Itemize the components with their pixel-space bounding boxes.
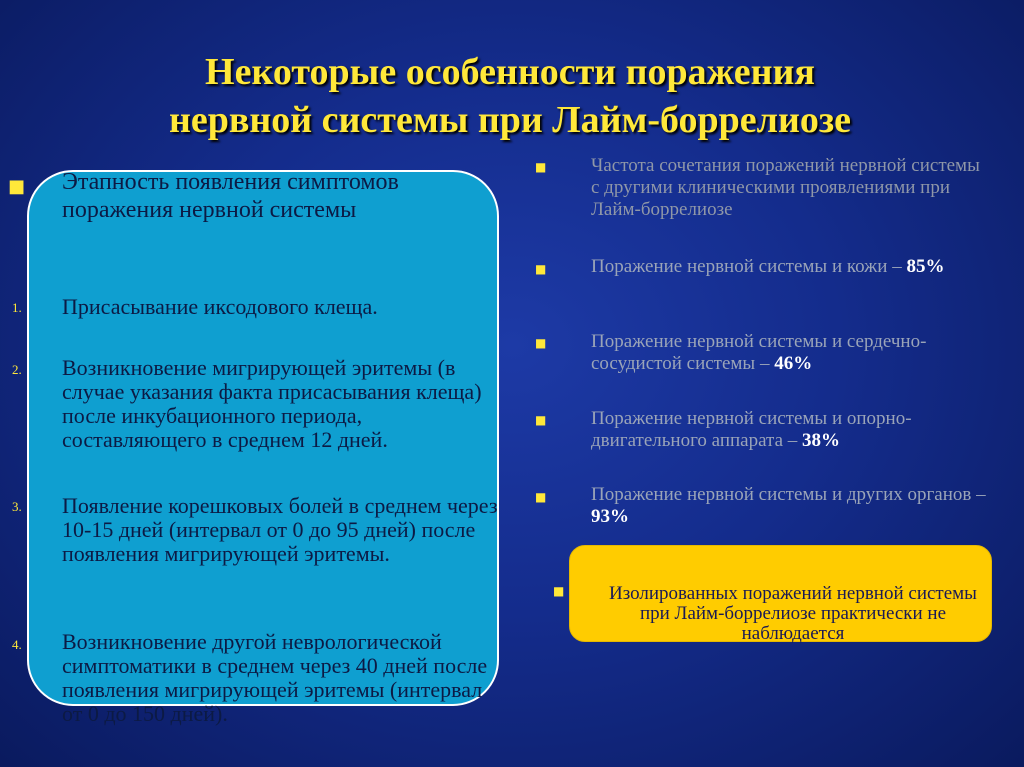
combination-item: [591, 256, 991, 278]
combination-label: Поражение нервной системы и опорно-двигательного аппарата –: [591, 408, 912, 451]
square-bullet-icon: ■: [8, 176, 26, 197]
combination-value: 93%: [591, 506, 629, 527]
list-number: 4.: [12, 637, 22, 652]
square-bullet-icon: ■: [553, 584, 565, 598]
combination-label: Поражение нервной системы и других органов –: [591, 484, 986, 505]
square-bullet-icon: ■: [535, 160, 547, 174]
combination-item: [591, 484, 991, 528]
slide-title-line-1: Некоторые особенности поражения: [205, 51, 815, 93]
square-bullet-icon: ■: [535, 490, 547, 504]
combination-label: Поражение нервной системы и сердечно-сосудистой системы –: [591, 331, 927, 374]
list-number: 1.: [12, 300, 22, 315]
isolated-lesions-note: Изолированных поражений нервной системы при Лайм-боррелиозе практически не наблюдается: [609, 583, 977, 644]
square-bullet-icon: ■: [535, 262, 547, 276]
combination-value: 38%: [802, 430, 841, 451]
slide-title-line-2: нервной системы при Лайм-боррелиозе: [168, 99, 852, 141]
stages-heading: Этапность появления симптомов поражения нервной системы: [62, 169, 399, 223]
square-bullet-icon: ■: [535, 413, 547, 427]
combination-value: 85%: [906, 256, 945, 277]
list-number: 2.: [12, 362, 22, 377]
list-number: 3.: [12, 499, 22, 514]
frequency-intro: Частота сочетания поражений нервной системы с другими клиническими проявлениями при Лайм-боррелиозе: [591, 155, 980, 220]
square-bullet-icon: ■: [535, 336, 547, 350]
combination-label: Поражение нервной системы и кожи –: [591, 256, 902, 277]
list-item: Появление корешковых болей в среднем через 10-15 дней (интервал от 0 до 95 дней) после появления мигрирующей эритемы.: [62, 493, 498, 566]
combination-item: [591, 408, 991, 452]
combination-item: [591, 331, 991, 375]
slide-title: [60, 48, 960, 144]
list-item: Возникновение мигрирующей эритемы (в случае указания факта присасывания клеща) после инкубационного периода, составляющего в среднем 12 дней.: [62, 355, 482, 452]
combination-value: 46%: [774, 353, 813, 374]
list-item: Возникновение другой неврологической симптоматики в среднем через 40 дней после появления мигрирующей эритемы (интервал от 0 до 150 дней).: [62, 629, 488, 726]
list-item: Присасывание иксодового клеща.: [62, 294, 378, 319]
